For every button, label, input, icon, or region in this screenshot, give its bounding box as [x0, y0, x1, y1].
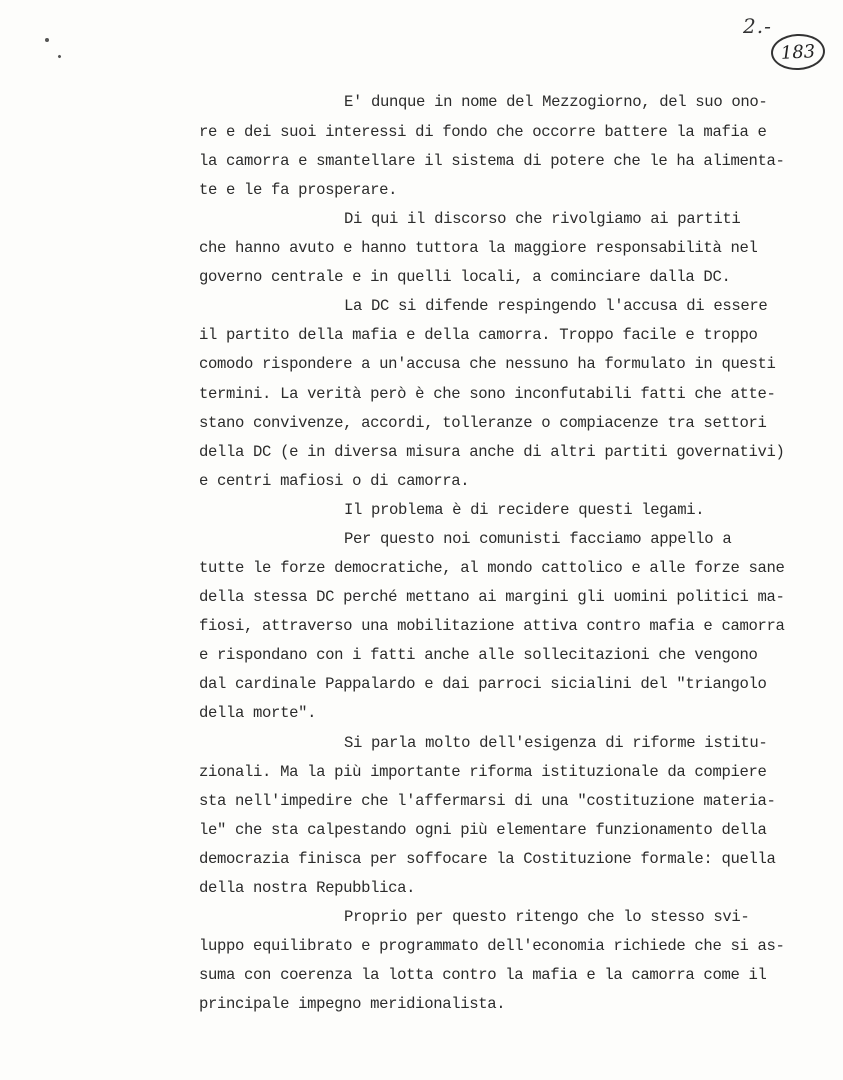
text-line: E' dunque in nome del Mezzogiorno, del suo ono- — [344, 93, 768, 111]
text-line: dal cardinale Pappalardo e dai parroci sicialini del "triangolo — [199, 675, 767, 693]
text-line: e rispondano con i fatti anche alle sollecitazioni che vengono — [199, 646, 758, 664]
text-line: della stessa DC perché mettano ai margini gli uomini politici ma- — [199, 588, 785, 606]
text-line: Si parla molto dell'esigenza di riforme istitu- — [344, 734, 768, 752]
text-line: re e dei suoi interessi di fondo che occorre battere la mafia e — [199, 123, 767, 141]
text-line: termini. La verità però è che sono inconfutabili fatti che atte- — [199, 385, 776, 403]
text-line: Di qui il discorso che rivolgiamo ai partiti — [344, 210, 741, 228]
text-line: stano convivenze, accordi, tolleranze o compiacenze tra settori — [199, 414, 767, 432]
text-line: luppo equilibrato e programmato dell'economia richiede che si as- — [199, 937, 785, 955]
text-line: della morte". — [199, 704, 317, 722]
text-line: zionali. Ma la più importante riforma istituzionale da compiere — [199, 763, 767, 781]
text-line: della nostra Repubblica. — [199, 879, 416, 897]
text-line: sta nell'impedire che l'affermarsi di una "costituzione materia- — [199, 792, 776, 810]
text-line: della DC (e in diversa misura anche di altri partiti governativi) — [199, 443, 785, 461]
text-line: governo centrale e in quelli locali, a cominciare dalla DC. — [199, 268, 731, 286]
text-line: comodo rispondere a un'accusa che nessuno ha formulato in questi — [199, 355, 776, 373]
ink-mark — [57, 54, 61, 58]
text-line: le" che sta calpestando ogni più elementare funzionamento della — [199, 821, 767, 839]
text-line: la camorra e smantellare il sistema di potere che le ha alimenta- — [199, 152, 785, 170]
handwritten-page-number: 2.- — [743, 14, 772, 38]
text-line: che hanno avuto e hanno tuttora la maggiore responsabilità nel — [199, 239, 758, 257]
text-line: il partito della mafia e della camorra. Troppo facile e troppo — [199, 326, 758, 344]
text-line: te e le fa prosperare. — [199, 181, 398, 199]
text-line: Per questo noi comunisti facciamo appello a — [344, 530, 732, 548]
text-line: principale impegno meridionalista. — [199, 995, 506, 1013]
text-line: tutte le forze democratiche, al mondo cattolico e alle forze sane — [199, 559, 785, 577]
text-line: Il problema è di recidere questi legami. — [344, 501, 705, 519]
text-line: suma con coerenza la lotta contro la mafia e la camorra come il — [199, 966, 767, 984]
text-line: fiosi, attraverso una mobilitazione attiva contro mafia e camorra — [199, 617, 785, 635]
text-line: Proprio per questo ritengo che lo stesso svi- — [344, 908, 750, 926]
circled-page-number: 183 — [770, 33, 826, 72]
ink-dot — [45, 38, 49, 42]
text-line: democrazia finisca per soffocare la Costituzione formale: quella — [199, 850, 776, 868]
text-line: La DC si difende respingendo l'accusa di essere — [344, 297, 768, 315]
text-line: e centri mafiosi o di camorra. — [199, 472, 470, 490]
